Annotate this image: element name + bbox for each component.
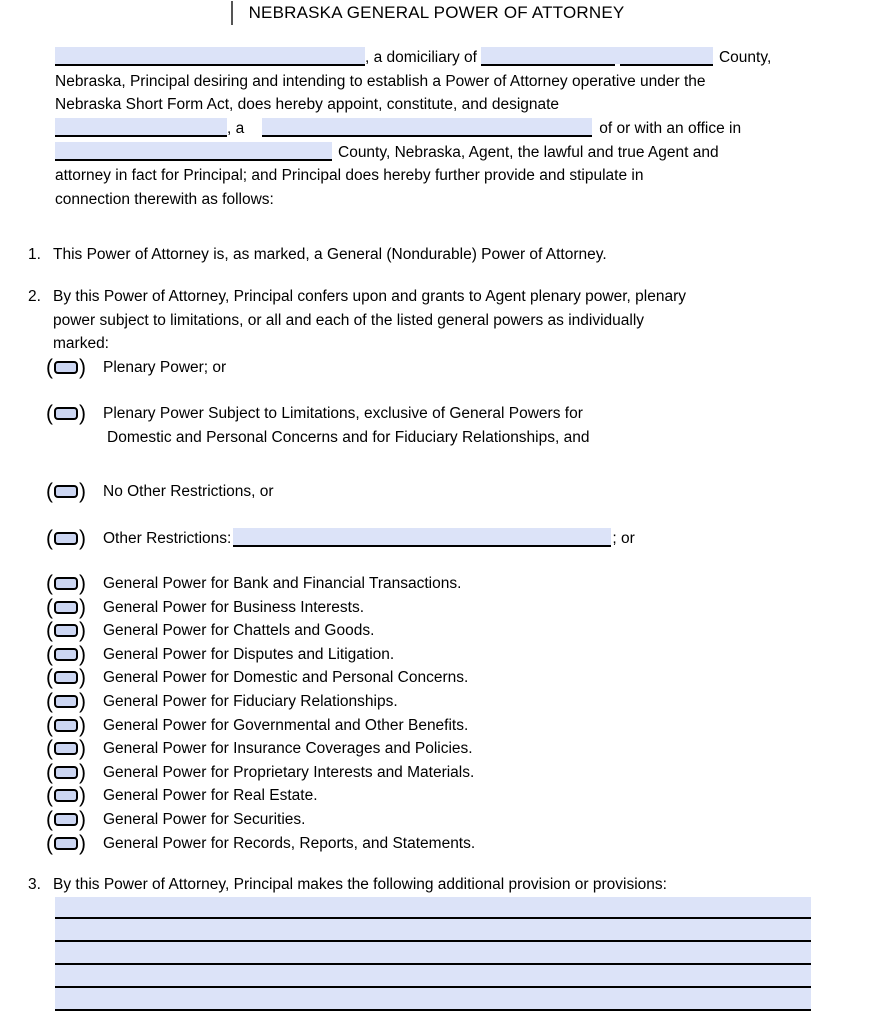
- intro-text: County,: [718, 49, 772, 66]
- option-plenary-limited: [46, 402, 589, 449]
- paren-decoration: ): [79, 690, 86, 713]
- intro-line-1: [55, 46, 845, 70]
- general-power-item: [46, 572, 461, 596]
- intro-text: County, Nebraska, Agent, the lawful and true Agent and: [338, 143, 719, 161]
- provisions-line[interactable]: [55, 942, 811, 965]
- power-label: General Power for Securities.: [103, 811, 306, 828]
- power-label: General Power for Governmental and Other Benefits.: [103, 716, 469, 734]
- agent-name-field[interactable]: [55, 118, 227, 137]
- intro-line-6: attorney in fact for Principal; and Principal does hereby further provide and stipulate in: [55, 167, 644, 185]
- paren-decoration: ): [79, 356, 86, 379]
- paren-decoration: (: [46, 666, 53, 690]
- agent-entity-type-field[interactable]: [262, 118, 592, 137]
- paren-decoration: (: [46, 619, 53, 643]
- power-label: General Power for Disputes and Litigation.: [103, 645, 395, 663]
- intro-text: of or with an office in: [599, 120, 742, 138]
- item-number: 1.: [28, 246, 41, 263]
- option-label: [103, 402, 589, 449]
- paren-decoration: ): [79, 619, 86, 643]
- other-restrictions-suffix: ; or: [612, 530, 635, 547]
- power-label: General Power for Fiduciary Relationships.: [103, 693, 398, 710]
- power-securities-checkbox[interactable]: [46, 809, 86, 830]
- checkbox-box: [54, 485, 78, 498]
- paren-decoration: ): [79, 595, 86, 619]
- checkbox-box: [54, 361, 78, 374]
- paren-decoration: (: [46, 642, 53, 666]
- option-label: Plenary Power; or: [103, 359, 227, 376]
- paren-decoration: (: [46, 527, 53, 550]
- power-label: General Power for Insurance Coverages and Policies.: [103, 740, 473, 758]
- paren-decoration: ): [79, 737, 86, 761]
- paren-decoration: (: [46, 784, 53, 808]
- checkbox-box: [54, 601, 78, 614]
- principal-county-field[interactable]: [481, 47, 713, 66]
- provisions-line[interactable]: [55, 919, 811, 942]
- plenary-power-checkbox[interactable]: [46, 357, 86, 378]
- option-label: No Other Restrictions, or: [103, 483, 274, 500]
- field-divider: [615, 64, 620, 66]
- paren-decoration: ): [79, 760, 86, 784]
- item-2-line-3: marked:: [53, 335, 109, 353]
- paren-decoration: (: [46, 713, 53, 737]
- item-text: This Power of Attorney is, as marked, a General (Nondurable) Power of Attorney.: [53, 246, 607, 263]
- checkbox-box: [54, 695, 78, 708]
- power-insurance-checkbox[interactable]: [46, 738, 86, 759]
- power-disputes-checkbox[interactable]: [46, 644, 86, 665]
- general-power-item: [46, 784, 318, 808]
- item-2: [28, 285, 686, 356]
- option-label-line-2: Domestic and Personal Concerns and for Fiduciary Relationships, and: [107, 428, 590, 446]
- plenary-limited-checkbox[interactable]: [46, 403, 86, 424]
- power-chattels-checkbox[interactable]: [46, 620, 86, 641]
- power-bank-checkbox[interactable]: [46, 573, 86, 594]
- paren-decoration: ): [79, 784, 86, 808]
- item-2-line-2: power subject to limitations, or all and each of the listed general powers as individually: [53, 311, 645, 329]
- general-power-item: [46, 714, 468, 738]
- power-governmental-checkbox[interactable]: [46, 715, 86, 736]
- document-title: NEBRASKA GENERAL POWER OF ATTORNEY: [248, 3, 625, 22]
- checkbox-box: [54, 837, 78, 850]
- option-label-line-1: Plenary Power Subject to Limitations, exclusive of General Powers for: [103, 405, 583, 422]
- general-power-item: [46, 643, 394, 667]
- item-1: [28, 243, 607, 267]
- paren-decoration: ): [79, 831, 86, 855]
- intro-line-3: Nebraska Short Form Act, does hereby appoint, constitute, and designate: [55, 96, 560, 114]
- power-label: General Power for Proprietary Interests and Materials.: [103, 763, 475, 781]
- intro-line-7: connection therewith as follows:: [55, 191, 274, 209]
- provisions-line[interactable]: [55, 988, 811, 1011]
- general-power-item: [46, 596, 364, 620]
- paren-decoration: (: [46, 572, 53, 595]
- paren-decoration: ): [79, 572, 86, 595]
- intro-line-2: Nebraska, Principal desiring and intending to establish a Power of Attorney operative under the: [55, 72, 706, 90]
- no-other-restrictions-checkbox[interactable]: [46, 481, 86, 502]
- power-label: General Power for Bank and Financial Transactions.: [103, 575, 462, 592]
- item-3: [28, 873, 667, 897]
- item-number: 2.: [28, 288, 41, 305]
- general-power-item: [46, 761, 474, 785]
- paren-decoration: ): [79, 808, 86, 831]
- item-text: By this Power of Attorney, Principal makes the following additional provision or provisions:: [53, 876, 667, 893]
- paren-decoration: (: [46, 760, 53, 784]
- intro-line-5: [55, 141, 845, 165]
- checkbox-box: [54, 813, 78, 826]
- item-text: [53, 285, 686, 356]
- other-restrictions-field[interactable]: [233, 528, 611, 547]
- option-plenary-power: [46, 356, 226, 380]
- agent-county-field[interactable]: [55, 142, 332, 161]
- general-power-item: [46, 690, 398, 714]
- paren-decoration: ): [79, 527, 86, 550]
- checkbox-box: [54, 789, 78, 802]
- power-proprietary-checkbox[interactable]: [46, 762, 86, 783]
- paren-decoration: (: [46, 737, 53, 761]
- power-label: General Power for Records, Reports, and Statements.: [103, 834, 476, 852]
- general-power-item: [46, 666, 468, 690]
- paren-decoration: (: [46, 808, 53, 831]
- paren-decoration: (: [46, 690, 53, 713]
- general-power-item: [46, 737, 473, 761]
- paren-decoration: (: [46, 480, 53, 503]
- power-domestic-checkbox[interactable]: [46, 667, 86, 688]
- power-fiduciary-checkbox[interactable]: [46, 691, 86, 712]
- intro-text: , a domiciliary of: [365, 49, 477, 66]
- intro-paragraph: [55, 46, 845, 212]
- power-real-estate-checkbox[interactable]: [46, 785, 86, 806]
- intro-text: , a: [227, 120, 245, 138]
- general-power-item: [46, 619, 374, 643]
- paren-decoration: ): [79, 713, 86, 737]
- checkbox-box: [54, 719, 78, 732]
- paren-decoration: ): [79, 402, 86, 425]
- provisions-line[interactable]: [55, 897, 811, 919]
- checkbox-box: [54, 532, 78, 545]
- power-label: General Power for Domestic and Personal Concerns.: [103, 669, 469, 687]
- paren-decoration: ): [79, 642, 86, 666]
- paren-decoration: (: [46, 831, 53, 855]
- power-label: General Power for Chattels and Goods.: [103, 622, 375, 640]
- option-no-other-restrictions: [46, 480, 274, 504]
- checkbox-box: [54, 648, 78, 661]
- power-label: General Power for Business Interests.: [103, 598, 365, 616]
- provisions-line[interactable]: [55, 965, 811, 988]
- option-label: [103, 527, 635, 551]
- power-label: General Power for Real Estate.: [103, 787, 318, 805]
- paren-decoration: (: [46, 356, 53, 379]
- checkbox-box: [54, 742, 78, 755]
- checkbox-box: [54, 671, 78, 684]
- checkbox-box: [54, 766, 78, 779]
- other-restrictions-checkbox[interactable]: [46, 528, 86, 549]
- general-power-item: [46, 808, 305, 832]
- power-business-checkbox[interactable]: [46, 597, 86, 618]
- general-power-item: [46, 832, 475, 856]
- paren-decoration: (: [46, 595, 53, 619]
- checkbox-box: [54, 407, 78, 420]
- additional-provisions-field[interactable]: [55, 897, 811, 1011]
- item-number: 3.: [28, 876, 41, 893]
- intro-line-4: [55, 117, 845, 141]
- paren-decoration: ): [79, 666, 86, 690]
- item-2-line-1: By this Power of Attorney, Principal confers upon and grants to Agent plenary power, plenary: [53, 288, 686, 305]
- paren-decoration: ): [79, 480, 86, 503]
- other-restrictions-label: Other Restrictions:: [103, 530, 232, 547]
- checkbox-box: [54, 577, 78, 590]
- checkbox-box: [54, 624, 78, 637]
- option-other-restrictions: [46, 527, 635, 551]
- principal-name-field[interactable]: [55, 47, 365, 66]
- paren-decoration: (: [46, 402, 53, 425]
- power-records-checkbox[interactable]: [46, 833, 86, 854]
